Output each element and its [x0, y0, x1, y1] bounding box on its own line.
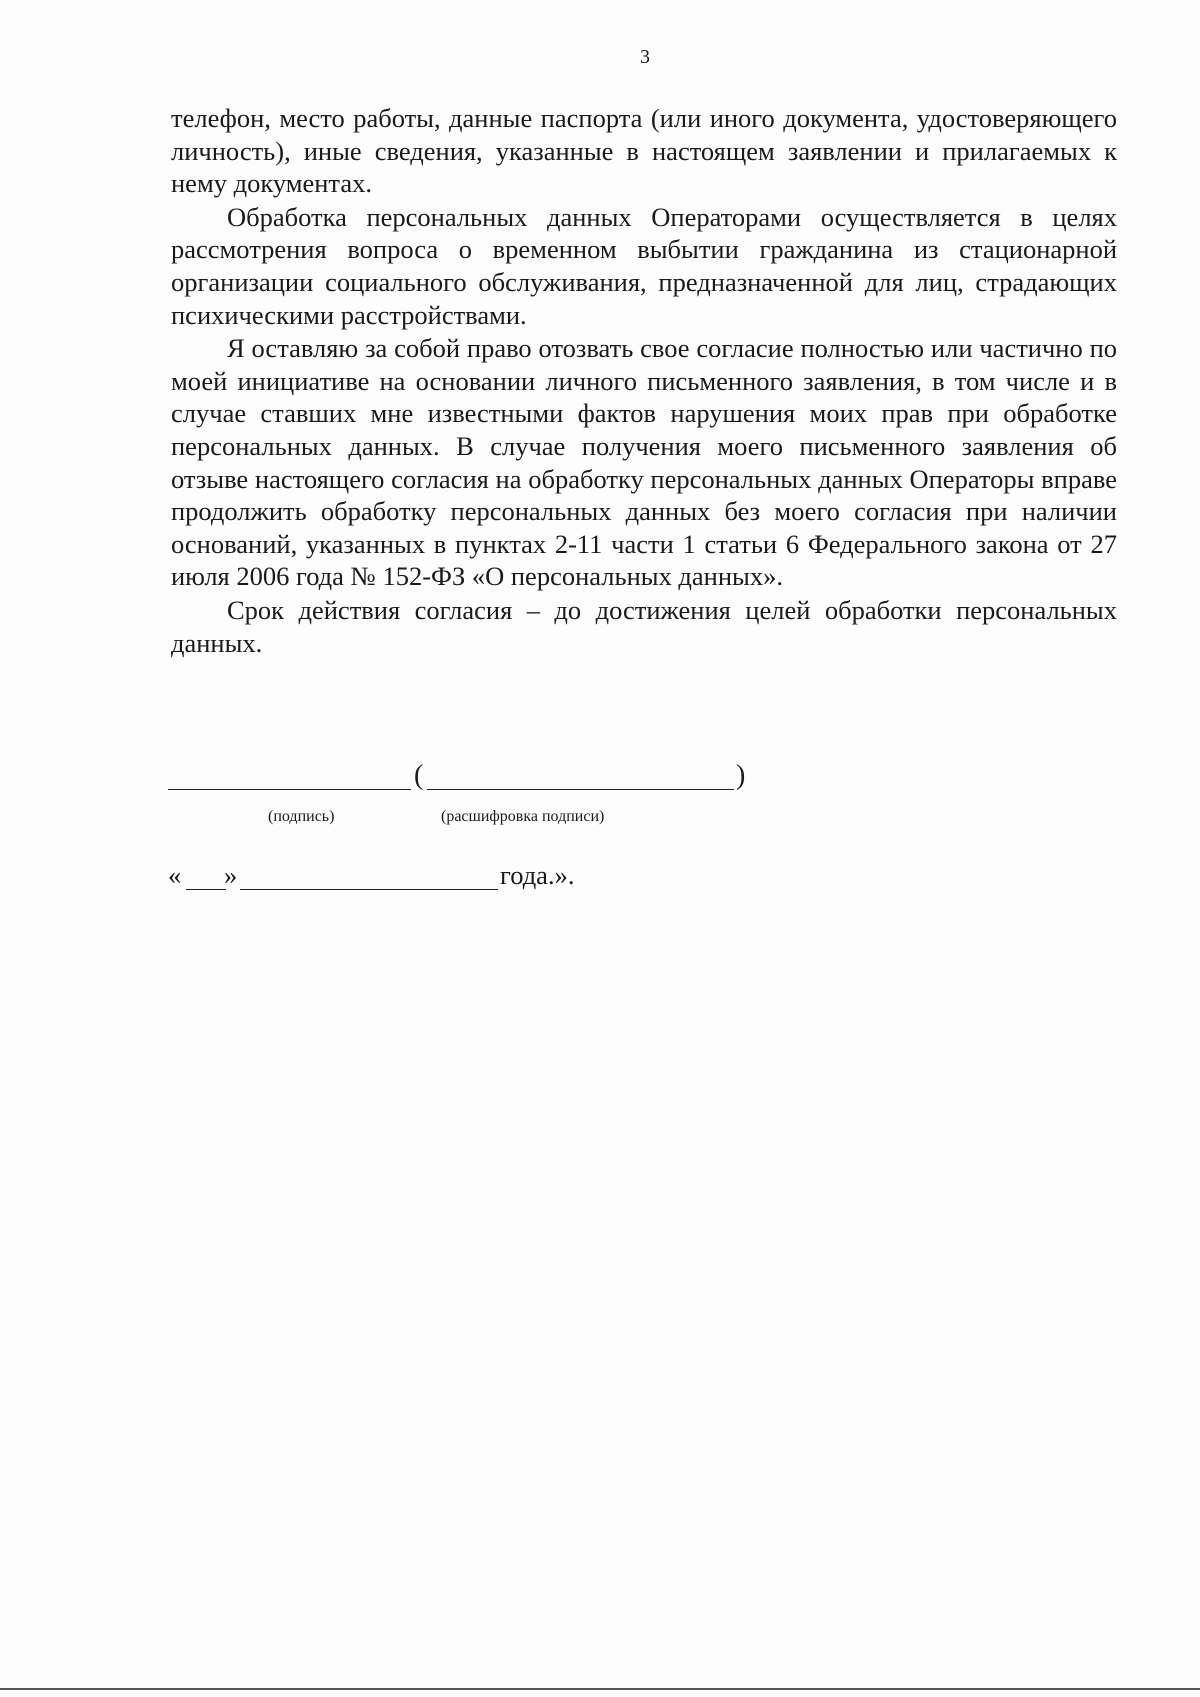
year-suffix: года.».	[500, 860, 575, 890]
signature-caption: (подпись)	[268, 808, 335, 825]
date-day-field[interactable]	[186, 889, 226, 890]
document-body	[171, 102, 1117, 659]
paragraph-consent-term: Срок действия согласия – до достижения целей обработки персональных данных.	[171, 594, 1117, 658]
bottom-edge-rule	[0, 1688, 1200, 1690]
paren-open: (	[414, 760, 424, 791]
quote-close: »	[224, 860, 238, 890]
paragraph-processing-purpose: Обработка персональных данных Операторами осуществляется в целях рассмотрения вопроса о временном выбытии гражданина из стационарной организации социального обслуживания, предназначенной для лиц, страдающих психическими расстройствами.	[171, 201, 1117, 330]
date-row	[168, 858, 608, 898]
signature-row	[168, 760, 758, 800]
paragraph-consent-withdrawal: Я оставляю за собой право отозвать свое согласие полностью или частично по моей инициативе на основании личного письменного заявления, в том числе и в случае ставших мне известными фактов нарушения моих прав при обработке персональных данных. В случае получения моего письменного заявления об отзыве настоящего согласия на обработку персональных данных Операторы вправе продолжить обработку персональных данных без моего согласия при наличии оснований, указанных в пунктах 2-11 части 1 статьи 6 Федерального закона от 27 июля 2006 года № 152-ФЗ «О персональных данных».	[171, 333, 1117, 592]
date-month-field[interactable]	[240, 889, 498, 890]
quote-open: «	[168, 860, 182, 890]
signature-decode-caption: (расшифровка подписи)	[441, 808, 605, 825]
signature-field[interactable]	[168, 789, 411, 790]
paren-close: )	[736, 760, 746, 791]
page-number: 3	[640, 46, 650, 68]
paragraph-continuation: телефон, место работы, данные паспорта (или иного документа, удостоверяющего личность), иные сведения, указанные в настоящем заявлении и прилагаемых к нему документах.	[171, 103, 1117, 199]
signature-decode-field[interactable]	[427, 789, 734, 790]
